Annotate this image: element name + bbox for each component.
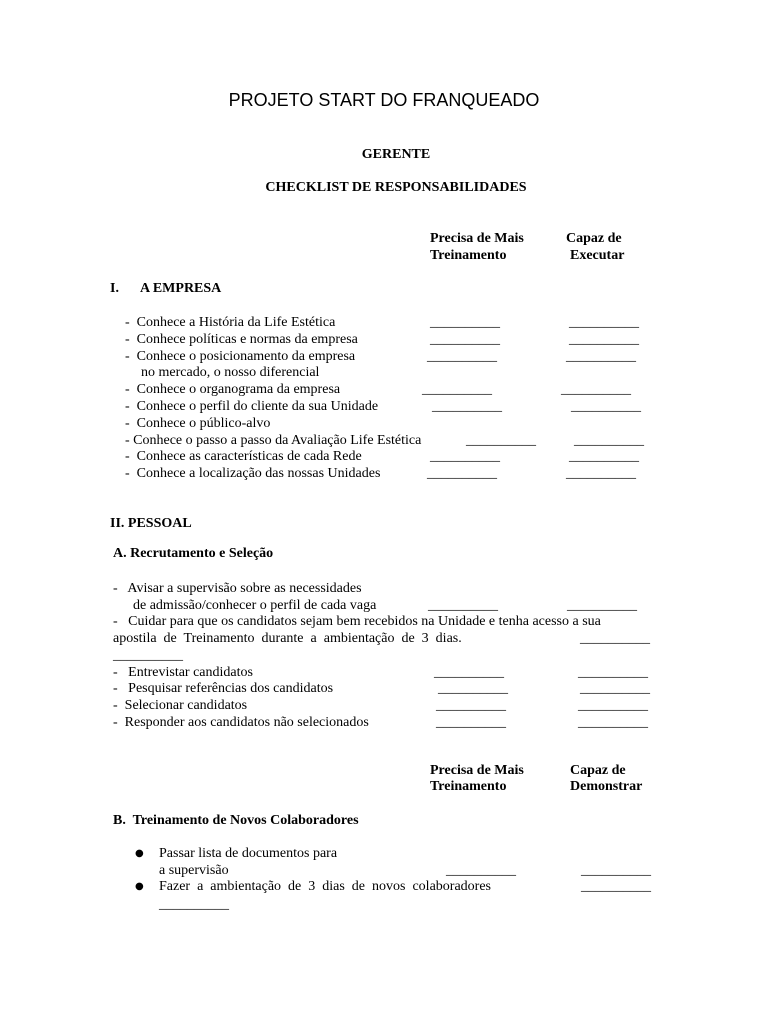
blank-line: __________ <box>561 382 631 397</box>
blank-line: __________ <box>436 698 506 713</box>
blank-line: __________ <box>446 863 516 878</box>
checklist-item-continued: de admissão/conhecer o perfil de cada vaga <box>133 598 377 613</box>
role-heading: GERENTE <box>361 147 431 162</box>
checklist-item: - Entrevistar candidatos <box>113 665 253 680</box>
column-header-training: Treinamento <box>430 779 507 794</box>
blank-line: __________ <box>580 631 650 646</box>
checklist-item: - Conhece políticas e normas da empresa <box>125 332 358 347</box>
checklist-item: - Conhece o posicionamento da empresa <box>125 349 356 364</box>
checklist-item: - Cuidar para que os candidatos sejam bem recebidos na Unidade e tenha acesso a sua <box>113 614 601 629</box>
checklist-item: - Conhece a História da Life Estética <box>125 315 336 330</box>
checklist-item: - Conhece o passo a passo da Avaliação Life Estética <box>125 433 422 448</box>
blank-line: __________ <box>113 648 183 663</box>
column-header-training: Precisa de Mais <box>430 763 524 778</box>
blank-line: __________ <box>566 466 636 481</box>
checklist-item-continued: apostila de Treinamento durante a ambientação de 3 dias. <box>113 631 462 646</box>
blank-line: __________ <box>430 449 500 464</box>
bullet-icon: ● <box>135 881 144 892</box>
blank-line: __________ <box>566 349 636 364</box>
subsection-heading: A. Recrutamento e Seleção <box>113 546 274 561</box>
blank-line: __________ <box>432 399 502 414</box>
checklist-item: - Responder aos candidatos não selecionados <box>113 715 369 730</box>
blank-line: __________ <box>569 315 639 330</box>
checklist-item: Passar lista de documentos para <box>159 846 338 861</box>
column-header-training: Treinamento <box>430 248 507 263</box>
blank-line: __________ <box>422 382 492 397</box>
blank-line: __________ <box>569 332 639 347</box>
blank-line: __________ <box>578 715 648 730</box>
blank-line: __________ <box>578 665 648 680</box>
blank-line: __________ <box>580 681 650 696</box>
blank-line: __________ <box>427 349 497 364</box>
checklist-item: - Avisar a supervisão sobre as necessidades <box>113 581 362 596</box>
blank-line: __________ <box>427 466 497 481</box>
checklist-item-continued: no mercado, o nosso diferencial <box>141 365 320 380</box>
checklist-item: - Conhece o organograma da empresa <box>125 382 341 397</box>
bullet-icon: ● <box>135 848 144 859</box>
blank-line: __________ <box>436 715 506 730</box>
blank-line: __________ <box>567 598 637 613</box>
blank-line: __________ <box>581 863 651 878</box>
checklist-item: - Conhece o público-alvo <box>125 416 271 431</box>
subsection-heading: B. Treinamento de Novos Colaboradores <box>113 813 359 828</box>
checklist-item: Fazer a ambientação de 3 dias de novos colaboradores <box>159 879 491 894</box>
column-header-demonstrate: Capaz de <box>570 763 626 778</box>
checklist-heading: CHECKLIST DE RESPONSABILIDADES <box>265 180 527 195</box>
checklist-item-continued: a supervisão <box>159 863 229 878</box>
checklist-item: - Conhece o perfil do cliente da sua Unidade <box>125 399 379 414</box>
blank-line: __________ <box>581 879 651 894</box>
checklist-item: - Conhece as características de cada Rede <box>125 449 362 464</box>
column-header-execute: Capaz de <box>566 231 622 246</box>
blank-line: __________ <box>574 433 644 448</box>
section-heading: A EMPRESA <box>140 281 222 296</box>
column-header-training: Precisa de Mais <box>430 231 524 246</box>
blank-line: __________ <box>430 332 500 347</box>
blank-line: __________ <box>578 698 648 713</box>
column-header-execute: Executar <box>570 248 625 263</box>
section-heading: II. PESSOAL <box>110 516 192 531</box>
blank-line: __________ <box>434 665 504 680</box>
blank-line: __________ <box>438 681 508 696</box>
column-header-demonstrate: Demonstrar <box>570 779 643 794</box>
blank-line: __________ <box>569 449 639 464</box>
document-title: PROJETO START DO FRANQUEADO <box>228 90 540 110</box>
blank-line: __________ <box>428 598 498 613</box>
blank-line: __________ <box>430 315 500 330</box>
checklist-item: - Selecionar candidatos <box>113 698 248 713</box>
blank-line: __________ <box>571 399 641 414</box>
blank-line: __________ <box>159 897 229 912</box>
blank-line: __________ <box>466 433 536 448</box>
checklist-item: - Conhece a localização das nossas Unidades <box>125 466 381 481</box>
checklist-item: - Pesquisar referências dos candidatos <box>113 681 334 696</box>
section-number: I. <box>110 281 119 296</box>
